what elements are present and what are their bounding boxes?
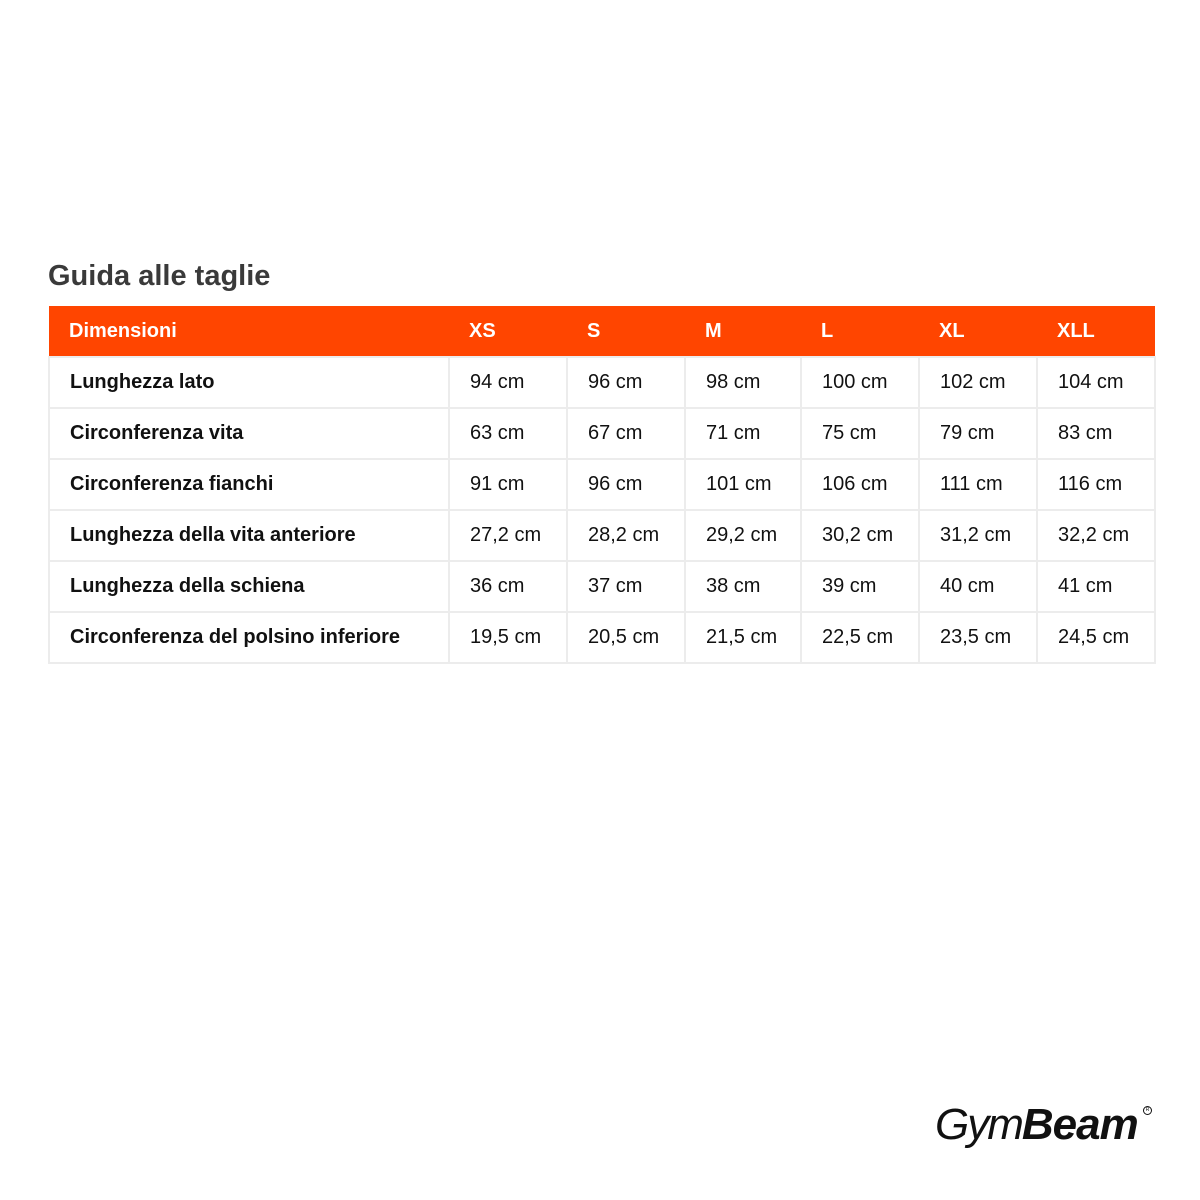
table-cell: 31,2 cm [919,510,1037,561]
table-cell: 19,5 cm [449,612,567,663]
table-cell: 75 cm [801,408,919,459]
table-row [49,459,1155,510]
gymbeam-logo [935,1100,1150,1152]
row-label: Circonferenza vita [49,408,449,459]
logo-text-gym: Gym [935,1100,1022,1149]
table-cell: 29,2 cm [685,510,801,561]
table-cell: 116 cm [1037,459,1155,510]
table-cell: 79 cm [919,408,1037,459]
header-size-l: L [821,319,834,342]
table-cell: 83 cm [1037,408,1155,459]
table-cell: 41 cm [1037,561,1155,612]
header-size-xll: XLL [1057,319,1095,342]
page-title: Guida alle taglie [48,260,271,292]
table-cell: 22,5 cm [801,612,919,663]
header-size-xl: XL [939,319,965,342]
logo-text-beam: Beam [1021,1100,1138,1149]
table-cell: 71 cm [685,408,801,459]
table-cell: 39 cm [801,561,919,612]
table-cell: 98 cm [685,357,801,408]
table-cell: 40 cm [919,561,1037,612]
table-row [49,357,1155,408]
size-table [48,306,1156,664]
header-size-m: M [705,319,722,342]
table-cell: 23,5 cm [919,612,1037,663]
table-row [49,408,1155,459]
table-cell: 30,2 cm [801,510,919,561]
table-row [49,510,1155,561]
table-cell: 111 cm [919,459,1037,510]
table-cell: 37 cm [567,561,685,612]
table-cell: 67 cm [567,408,685,459]
row-label: Lunghezza della schiena [49,561,449,612]
header-dimensions: Dimensioni [69,319,177,342]
table-cell: 20,5 cm [567,612,685,663]
table-cell: 102 cm [919,357,1037,408]
table-cell: 106 cm [801,459,919,510]
table-cell: 38 cm [685,561,801,612]
table-cell: 94 cm [449,357,567,408]
table-cell: 63 cm [449,408,567,459]
table-row [49,561,1155,612]
table-cell: 21,5 cm [685,612,801,663]
header-size-xs: XS [469,319,496,342]
table-cell: 36 cm [449,561,567,612]
table-cell: 104 cm [1037,357,1155,408]
row-label: Circonferenza del polsino inferiore [49,612,449,663]
table-cell: 24,5 cm [1037,612,1155,663]
table-cell: 101 cm [685,459,801,510]
table-cell: 28,2 cm [567,510,685,561]
table-cell: 96 cm [567,459,685,510]
table-cell: 32,2 cm [1037,510,1155,561]
table-cell: 96 cm [567,357,685,408]
table-row [49,612,1155,663]
row-label: Lunghezza lato [49,357,449,408]
table-cell: 27,2 cm [449,510,567,561]
row-label: Circonferenza fianchi [49,459,449,510]
registered-mark-icon: R [1143,1106,1152,1115]
table-cell: 100 cm [801,357,919,408]
table-header-row [49,306,1155,357]
row-label: Lunghezza della vita anteriore [49,510,449,561]
table-cell: 91 cm [449,459,567,510]
header-size-s: S [587,319,601,342]
